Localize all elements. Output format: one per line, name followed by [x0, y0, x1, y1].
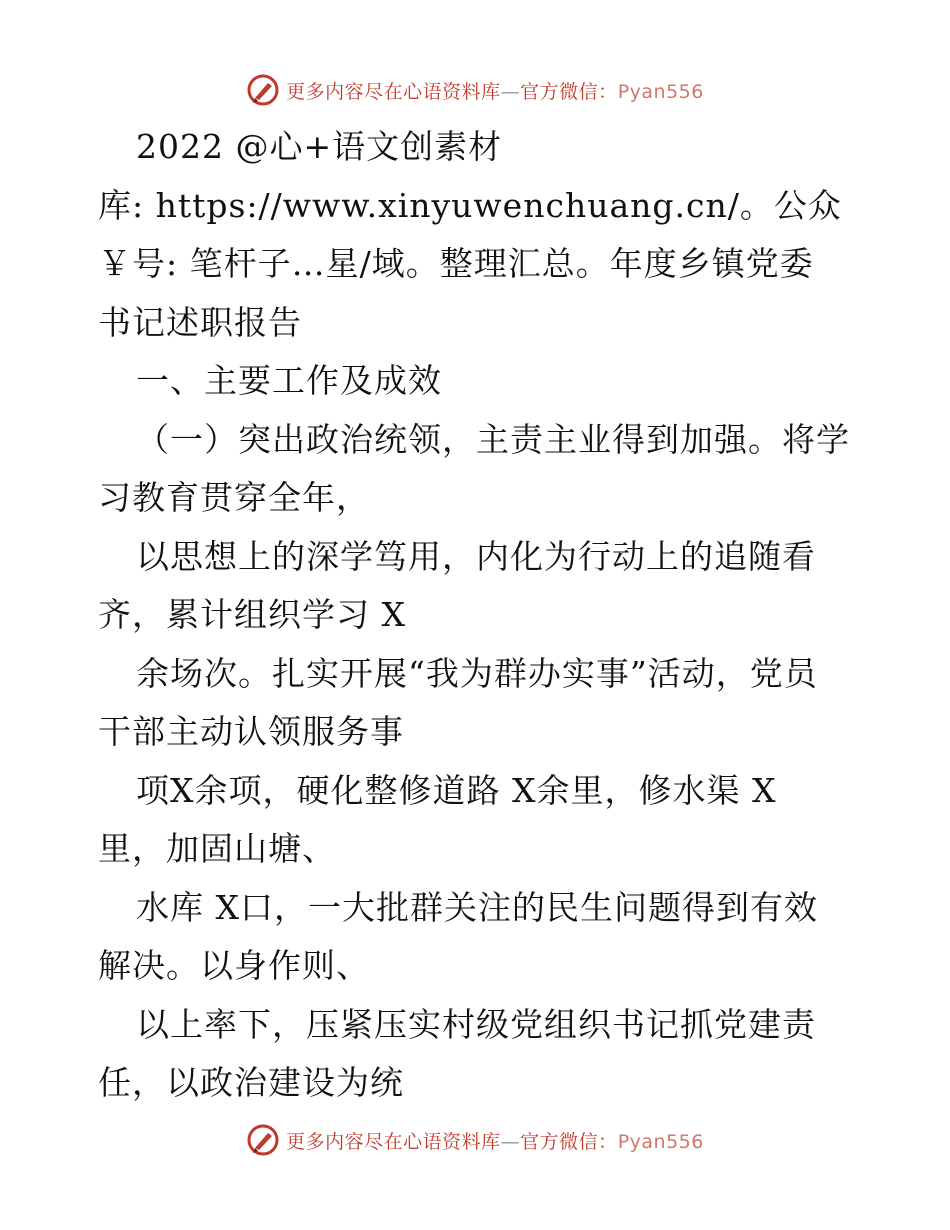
text-line: 水库 X口，一大批群关注的民生问题得到有效 [136, 887, 818, 927]
footer-watermark [0, 1120, 950, 1160]
text-line: 一、主要工作及成效 [136, 361, 442, 400]
pen-logo-icon [246, 1123, 280, 1157]
text-line: ￥号: 笔杆子…星/域。整理汇总。年度乡镇党委 [98, 244, 814, 283]
watermark-slogan: 更多内容尽在心语资料库 [286, 1130, 501, 1153]
text-line: 项X余项，硬化整修道路 X余里，修水渠 X [136, 770, 777, 810]
watermark-id: Pyan556 [617, 80, 704, 103]
text-line: 书记述职报告 [98, 302, 302, 342]
watermark-label: 官方微信： [520, 80, 618, 103]
text-line: 库: https://www.xinyuwenchuang.cn/。公众 [98, 185, 842, 225]
watermark-label: 官方微信： [520, 1130, 618, 1153]
text-line: 干部主动认领服务事 [98, 712, 404, 751]
text-line: 以上率下，压紧压实村级党组织书记抓党建责 [136, 1004, 816, 1044]
text-line: 齐，累计组织学习 X [98, 595, 406, 634]
document-body [98, 118, 858, 1113]
pen-logo-icon [246, 73, 280, 107]
text-line: 任，以政治建设为统 [98, 1063, 404, 1102]
watermark-dash: — [500, 80, 521, 103]
watermark-slogan: 更多内容尽在心语资料库 [286, 80, 501, 103]
text-line: 习教育贯穿全年， [98, 478, 370, 517]
watermark-text [286, 1127, 704, 1154]
watermark-dash: — [500, 1130, 521, 1153]
text-line: （一）突出政治统领，主责主业得到加强。将学 [136, 419, 850, 459]
text-line: 里，加固山塘、 [98, 829, 336, 868]
text-line: 余场次。扎实开展“我为群办实事”活动，党员 [136, 653, 818, 693]
text-line: 以思想上的深学笃用，内化为行动上的追随看 [136, 536, 816, 576]
text-line: 2022 @心+语文创素材 [136, 127, 503, 166]
header-watermark [0, 70, 950, 110]
watermark-text [286, 77, 704, 104]
text-line: 解决。以身作则、 [98, 946, 370, 985]
watermark-id: Pyan556 [617, 1130, 704, 1153]
